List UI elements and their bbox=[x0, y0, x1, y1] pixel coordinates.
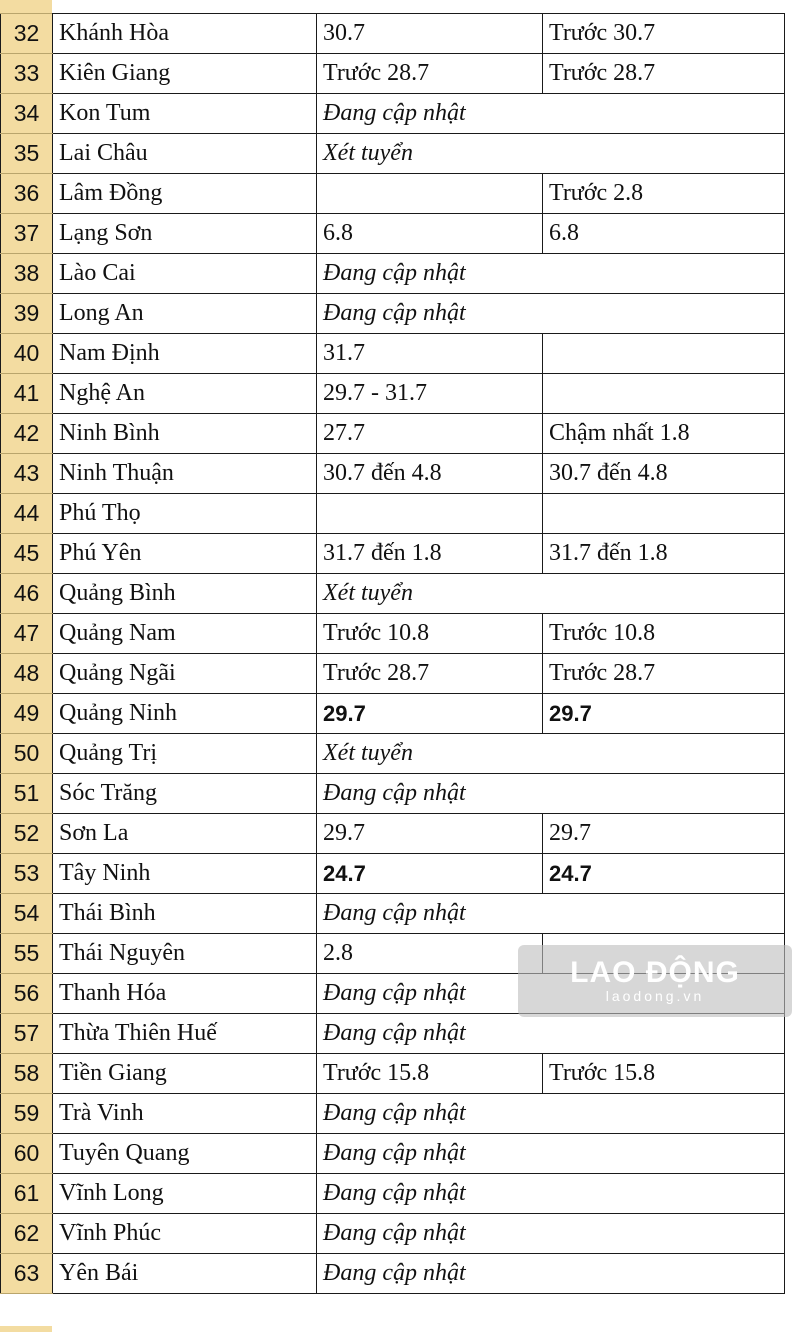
date-cell-1[interactable]: 29.7 bbox=[317, 694, 543, 734]
province-cell[interactable]: Quảng Ngãi bbox=[53, 654, 317, 694]
table-row bbox=[1, 134, 785, 174]
date-cell-2[interactable]: Chậm nhất 1.8 bbox=[543, 414, 785, 454]
status-cell[interactable]: Đang cập nhật bbox=[317, 94, 785, 134]
row-number[interactable]: 46 bbox=[1, 574, 53, 614]
watermark-url: laodong.vn bbox=[605, 988, 705, 1004]
date-cell-2[interactable]: 29.7 bbox=[543, 694, 785, 734]
status-cell[interactable]: Đang cập nhật bbox=[317, 1254, 785, 1294]
date-cell-2[interactable]: 29.7 bbox=[543, 814, 785, 854]
province-cell[interactable]: Lạng Sơn bbox=[53, 214, 317, 254]
province-cell[interactable]: Tuyên Quang bbox=[53, 1134, 317, 1174]
province-cell[interactable]: Thanh Hóa bbox=[53, 974, 317, 1014]
table-row bbox=[1, 534, 785, 574]
date-cell-1[interactable] bbox=[317, 174, 543, 214]
date-cell-2[interactable]: Trước 28.7 bbox=[543, 54, 785, 94]
province-cell[interactable]: Sóc Trăng bbox=[53, 774, 317, 814]
table-row bbox=[1, 214, 785, 254]
province-cell[interactable]: Thái Nguyên bbox=[53, 934, 317, 974]
table-row bbox=[1, 1094, 785, 1134]
table-row bbox=[1, 174, 785, 214]
table-row bbox=[1, 94, 785, 134]
row-number[interactable]: 45 bbox=[1, 534, 53, 574]
table-row bbox=[1, 374, 785, 414]
date-cell-1[interactable]: 31.7 bbox=[317, 334, 543, 374]
row-number[interactable]: 56 bbox=[1, 974, 53, 1014]
status-cell[interactable]: Đang cập nhật bbox=[317, 1134, 785, 1174]
table-row bbox=[1, 454, 785, 494]
date-cell-2[interactable]: 24.7 bbox=[543, 854, 785, 894]
status-cell[interactable]: Xét tuyển bbox=[317, 134, 785, 174]
date-cell-1[interactable]: 30.7 đến 4.8 bbox=[317, 454, 543, 494]
row-number[interactable]: 39 bbox=[1, 294, 53, 334]
date-cell-1[interactable]: Trước 28.7 bbox=[317, 54, 543, 94]
table-row bbox=[1, 614, 785, 654]
date-cell-2[interactable] bbox=[543, 374, 785, 414]
row-number[interactable]: 40 bbox=[1, 334, 53, 374]
province-cell[interactable]: Phú Yên bbox=[53, 534, 317, 574]
row-number[interactable]: 52 bbox=[1, 814, 53, 854]
date-cell-1[interactable]: 29.7 - 31.7 bbox=[317, 374, 543, 414]
status-cell[interactable]: Đang cập nhật bbox=[317, 294, 785, 334]
date-cell-1[interactable]: 31.7 đến 1.8 bbox=[317, 534, 543, 574]
table-row bbox=[1, 774, 785, 814]
table-row bbox=[1, 734, 785, 774]
province-cell[interactable]: Lào Cai bbox=[53, 254, 317, 294]
date-cell-1[interactable]: Trước 28.7 bbox=[317, 654, 543, 694]
watermark-logo bbox=[518, 945, 792, 1017]
date-cell-1[interactable]: 29.7 bbox=[317, 814, 543, 854]
date-cell-1[interactable]: 27.7 bbox=[317, 414, 543, 454]
row-number[interactable]: 63 bbox=[1, 1254, 53, 1294]
status-cell[interactable]: Đang cập nhật bbox=[317, 1094, 785, 1134]
row-number[interactable]: 41 bbox=[1, 374, 53, 414]
table-row bbox=[1, 254, 785, 294]
row-number[interactable]: 33 bbox=[1, 54, 53, 94]
previous-row-fragment bbox=[0, 0, 792, 13]
table-row bbox=[1, 1214, 785, 1254]
province-cell[interactable]: Tây Ninh bbox=[53, 854, 317, 894]
province-cell[interactable]: Phú Thọ bbox=[53, 494, 317, 534]
row-number[interactable]: 38 bbox=[1, 254, 53, 294]
date-cell-2[interactable]: 30.7 đến 4.8 bbox=[543, 454, 785, 494]
row-number[interactable]: 51 bbox=[1, 774, 53, 814]
table-row bbox=[1, 1014, 785, 1054]
status-cell[interactable]: Đang cập nhật bbox=[317, 1014, 785, 1054]
table-row bbox=[1, 1254, 785, 1294]
province-cell[interactable]: Ninh Thuận bbox=[53, 454, 317, 494]
row-number[interactable]: 55 bbox=[1, 934, 53, 974]
date-cell-2[interactable]: Trước 2.8 bbox=[543, 174, 785, 214]
date-cell-1[interactable] bbox=[317, 494, 543, 534]
results-table bbox=[0, 13, 785, 1294]
table-row bbox=[1, 654, 785, 694]
province-cell[interactable]: Quảng Ninh bbox=[53, 694, 317, 734]
status-cell[interactable]: Đang cập nhật bbox=[317, 774, 785, 814]
row-number[interactable]: 62 bbox=[1, 1214, 53, 1254]
province-cell[interactable]: Trà Vinh bbox=[53, 1094, 317, 1134]
province-cell[interactable]: Sơn La bbox=[53, 814, 317, 854]
province-cell[interactable]: Nghệ An bbox=[53, 374, 317, 414]
table-row bbox=[1, 1134, 785, 1174]
row-number[interactable]: 34 bbox=[1, 94, 53, 134]
date-cell-1[interactable]: 2.8 bbox=[317, 934, 543, 974]
status-cell[interactable]: Đang cập nhật bbox=[317, 894, 785, 934]
table-row bbox=[1, 54, 785, 94]
table-row bbox=[1, 334, 785, 374]
province-cell[interactable]: Thừa Thiên Huế bbox=[53, 1014, 317, 1054]
status-cell[interactable]: Đang cập nhật bbox=[317, 1214, 785, 1254]
table-row bbox=[1, 414, 785, 454]
date-cell-2[interactable]: Trước 15.8 bbox=[543, 1054, 785, 1094]
row-number[interactable]: 59 bbox=[1, 1094, 53, 1134]
row-number[interactable]: 48 bbox=[1, 654, 53, 694]
row-number[interactable]: 35 bbox=[1, 134, 53, 174]
date-cell-2[interactable]: 31.7 đến 1.8 bbox=[543, 534, 785, 574]
status-cell[interactable]: Xét tuyển bbox=[317, 734, 785, 774]
row-number[interactable]: 61 bbox=[1, 1174, 53, 1214]
row-number[interactable]: 54 bbox=[1, 894, 53, 934]
date-cell-2[interactable]: Trước 28.7 bbox=[543, 654, 785, 694]
province-cell[interactable]: Lai Châu bbox=[53, 134, 317, 174]
province-cell[interactable]: Vĩnh Long bbox=[53, 1174, 317, 1214]
status-cell[interactable]: Xét tuyển bbox=[317, 574, 785, 614]
province-cell[interactable]: Vĩnh Phúc bbox=[53, 1214, 317, 1254]
table-row bbox=[1, 814, 785, 854]
row-number[interactable]: 58 bbox=[1, 1054, 53, 1094]
status-cell[interactable]: Đang cập nhật bbox=[317, 974, 785, 1014]
date-cell-2[interactable] bbox=[543, 334, 785, 374]
table-row bbox=[1, 574, 785, 614]
row-number[interactable]: 53 bbox=[1, 854, 53, 894]
province-cell[interactable]: Quảng Bình bbox=[53, 574, 317, 614]
table-row bbox=[1, 14, 785, 54]
province-cell[interactable]: Lâm Đồng bbox=[53, 174, 317, 214]
row-number[interactable]: 43 bbox=[1, 454, 53, 494]
province-cell[interactable]: Quảng Nam bbox=[53, 614, 317, 654]
province-cell[interactable]: Ninh Bình bbox=[53, 414, 317, 454]
table-row bbox=[1, 694, 785, 734]
table-row bbox=[1, 1054, 785, 1094]
row-number[interactable]: 37 bbox=[1, 214, 53, 254]
date-cell-1[interactable]: 6.8 bbox=[317, 214, 543, 254]
row-number[interactable]: 44 bbox=[1, 494, 53, 534]
province-cell[interactable]: Quảng Trị bbox=[53, 734, 317, 774]
status-cell[interactable]: Đang cập nhật bbox=[317, 1174, 785, 1214]
date-cell-1[interactable]: Trước 10.8 bbox=[317, 614, 543, 654]
province-cell[interactable]: Kiên Giang bbox=[53, 54, 317, 94]
date-cell-2[interactable] bbox=[543, 494, 785, 534]
province-cell[interactable]: Kon Tum bbox=[53, 94, 317, 134]
row-number[interactable]: 36 bbox=[1, 174, 53, 214]
province-cell[interactable]: Long An bbox=[53, 294, 317, 334]
province-cell[interactable]: Tiền Giang bbox=[53, 1054, 317, 1094]
province-cell[interactable]: Yên Bái bbox=[53, 1254, 317, 1294]
date-cell-1[interactable]: Trước 15.8 bbox=[317, 1054, 543, 1094]
date-cell-2[interactable]: 6.8 bbox=[543, 214, 785, 254]
province-cell[interactable]: Thái Bình bbox=[53, 894, 317, 934]
date-cell-2[interactable]: Trước 30.7 bbox=[543, 14, 785, 54]
province-cell[interactable]: Khánh Hòa bbox=[53, 14, 317, 54]
row-number[interactable]: 49 bbox=[1, 694, 53, 734]
table-row bbox=[1, 494, 785, 534]
row-number[interactable]: 42 bbox=[1, 414, 53, 454]
province-cell[interactable]: Nam Định bbox=[53, 334, 317, 374]
table-row bbox=[1, 854, 785, 894]
date-cell-2[interactable]: Trước 10.8 bbox=[543, 614, 785, 654]
date-cell-1[interactable]: 30.7 bbox=[317, 14, 543, 54]
table-row bbox=[1, 294, 785, 334]
date-cell-1[interactable]: 24.7 bbox=[317, 854, 543, 894]
table-row bbox=[1, 1174, 785, 1214]
row-number[interactable]: 60 bbox=[1, 1134, 53, 1174]
table-row bbox=[1, 894, 785, 934]
row-number[interactable]: 47 bbox=[1, 614, 53, 654]
row-number[interactable]: 50 bbox=[1, 734, 53, 774]
watermark-logo-text: LAO ĐỘNG bbox=[570, 956, 740, 989]
status-cell[interactable]: Đang cập nhật bbox=[317, 254, 785, 294]
row-number[interactable]: 32 bbox=[1, 14, 53, 54]
row-number[interactable]: 57 bbox=[1, 1014, 53, 1054]
